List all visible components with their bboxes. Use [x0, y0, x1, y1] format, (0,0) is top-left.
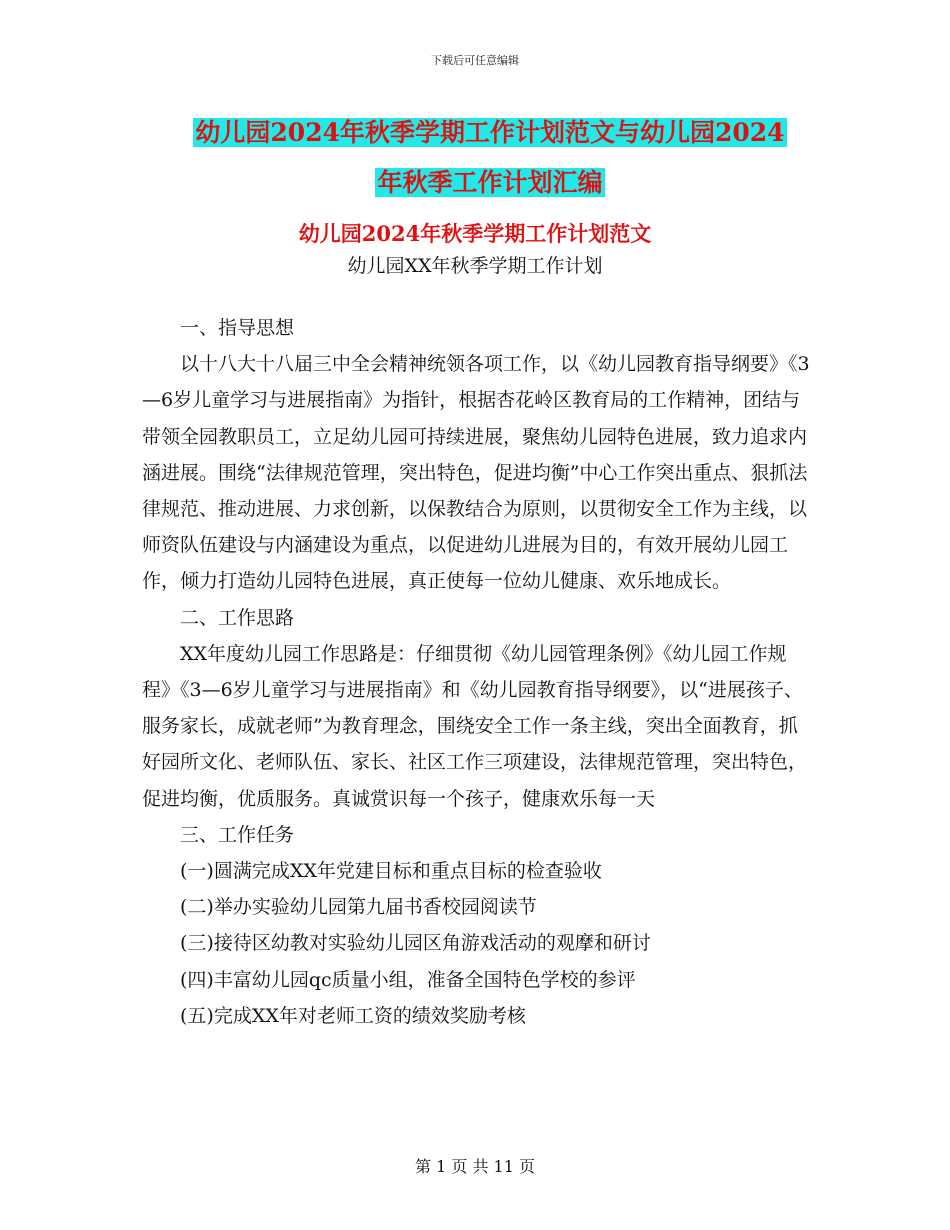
task-item: (五)完成XX年对老师工资的绩效奖励考核: [180, 1004, 526, 1027]
heading-work-approach: 二、工作思路: [180, 606, 295, 629]
plan-title: 幼儿园XX年秋季学期工作计划: [347, 255, 603, 277]
page-footer: 第 1 页 共 11 页: [415, 1157, 535, 1176]
task-item: (二)举办实验幼儿园第九届书香校园阅读节: [180, 896, 537, 919]
heading-work-tasks: 三、工作任务: [180, 823, 295, 846]
document-title-line-2: 年秋季工作计划汇编: [377, 168, 603, 197]
section-title: 幼儿园2024年秋季学期工作计划范文: [298, 221, 652, 246]
heading-guiding-thought: 一、指导思想: [180, 317, 295, 339]
page-header: 下载后可任意编辑: [431, 54, 519, 67]
task-item: (一)圆满完成XX年党建目标和重点目标的检查验收: [180, 860, 602, 883]
paragraph-work-approach: XX年度幼儿园工作思路是：仔细贯彻《幼儿园管理条例》《幼儿园工作规程》《3—6岁儿童学习与进展指南》和《幼儿园教育指导纲要》，以“进展孩子、服务家长，成就老师”为教育理念，围绕安全工作一条主线，突出全面教育，抓好园所文化、老师队伍、家长、社区工作三项建设，法律规范管理，突出特色，促进均衡，优质服务。真诚赏识每一个孩子，健康欢乐每一天: [142, 642, 808, 810]
task-item: (四)丰富幼儿园qc质量小组，准备全国特色学校的参评: [180, 968, 636, 991]
document-title-line-1: 幼儿园2024年秋季学期工作计划范文与幼儿园2024: [195, 118, 785, 147]
paragraph-guiding-thought: 以十八大十八届三中全会精神统领各项工作，以《幼儿园教育指导纲要》《3—6岁儿童学习与进展指南》为指针，根据杏花岭区教育局的工作精神，团结与带领全园教职员工，立足幼儿园可持续进展，聚焦幼儿园特色进展，致力追求内涵进展。围绕“法律规范管理，突出特色，促进均衡”中心工作突出重点、狠抓法律规范、推动进展、力求创新，以保教结合为原则，以贯彻安全工作为主线，以师资队伍建设与内涵建设为重点，以促进幼儿进展为目的，有效开展幼儿园工作，倾力打造幼儿园特色进展，真正使每一位幼儿健康、欢乐地成长。: [142, 353, 810, 593]
document-body: [142, 310, 812, 1034]
document-title: [170, 108, 810, 208]
task-item: (三)接待区幼教对实验幼儿园区角游戏活动的观摩和研讨: [180, 932, 651, 955]
